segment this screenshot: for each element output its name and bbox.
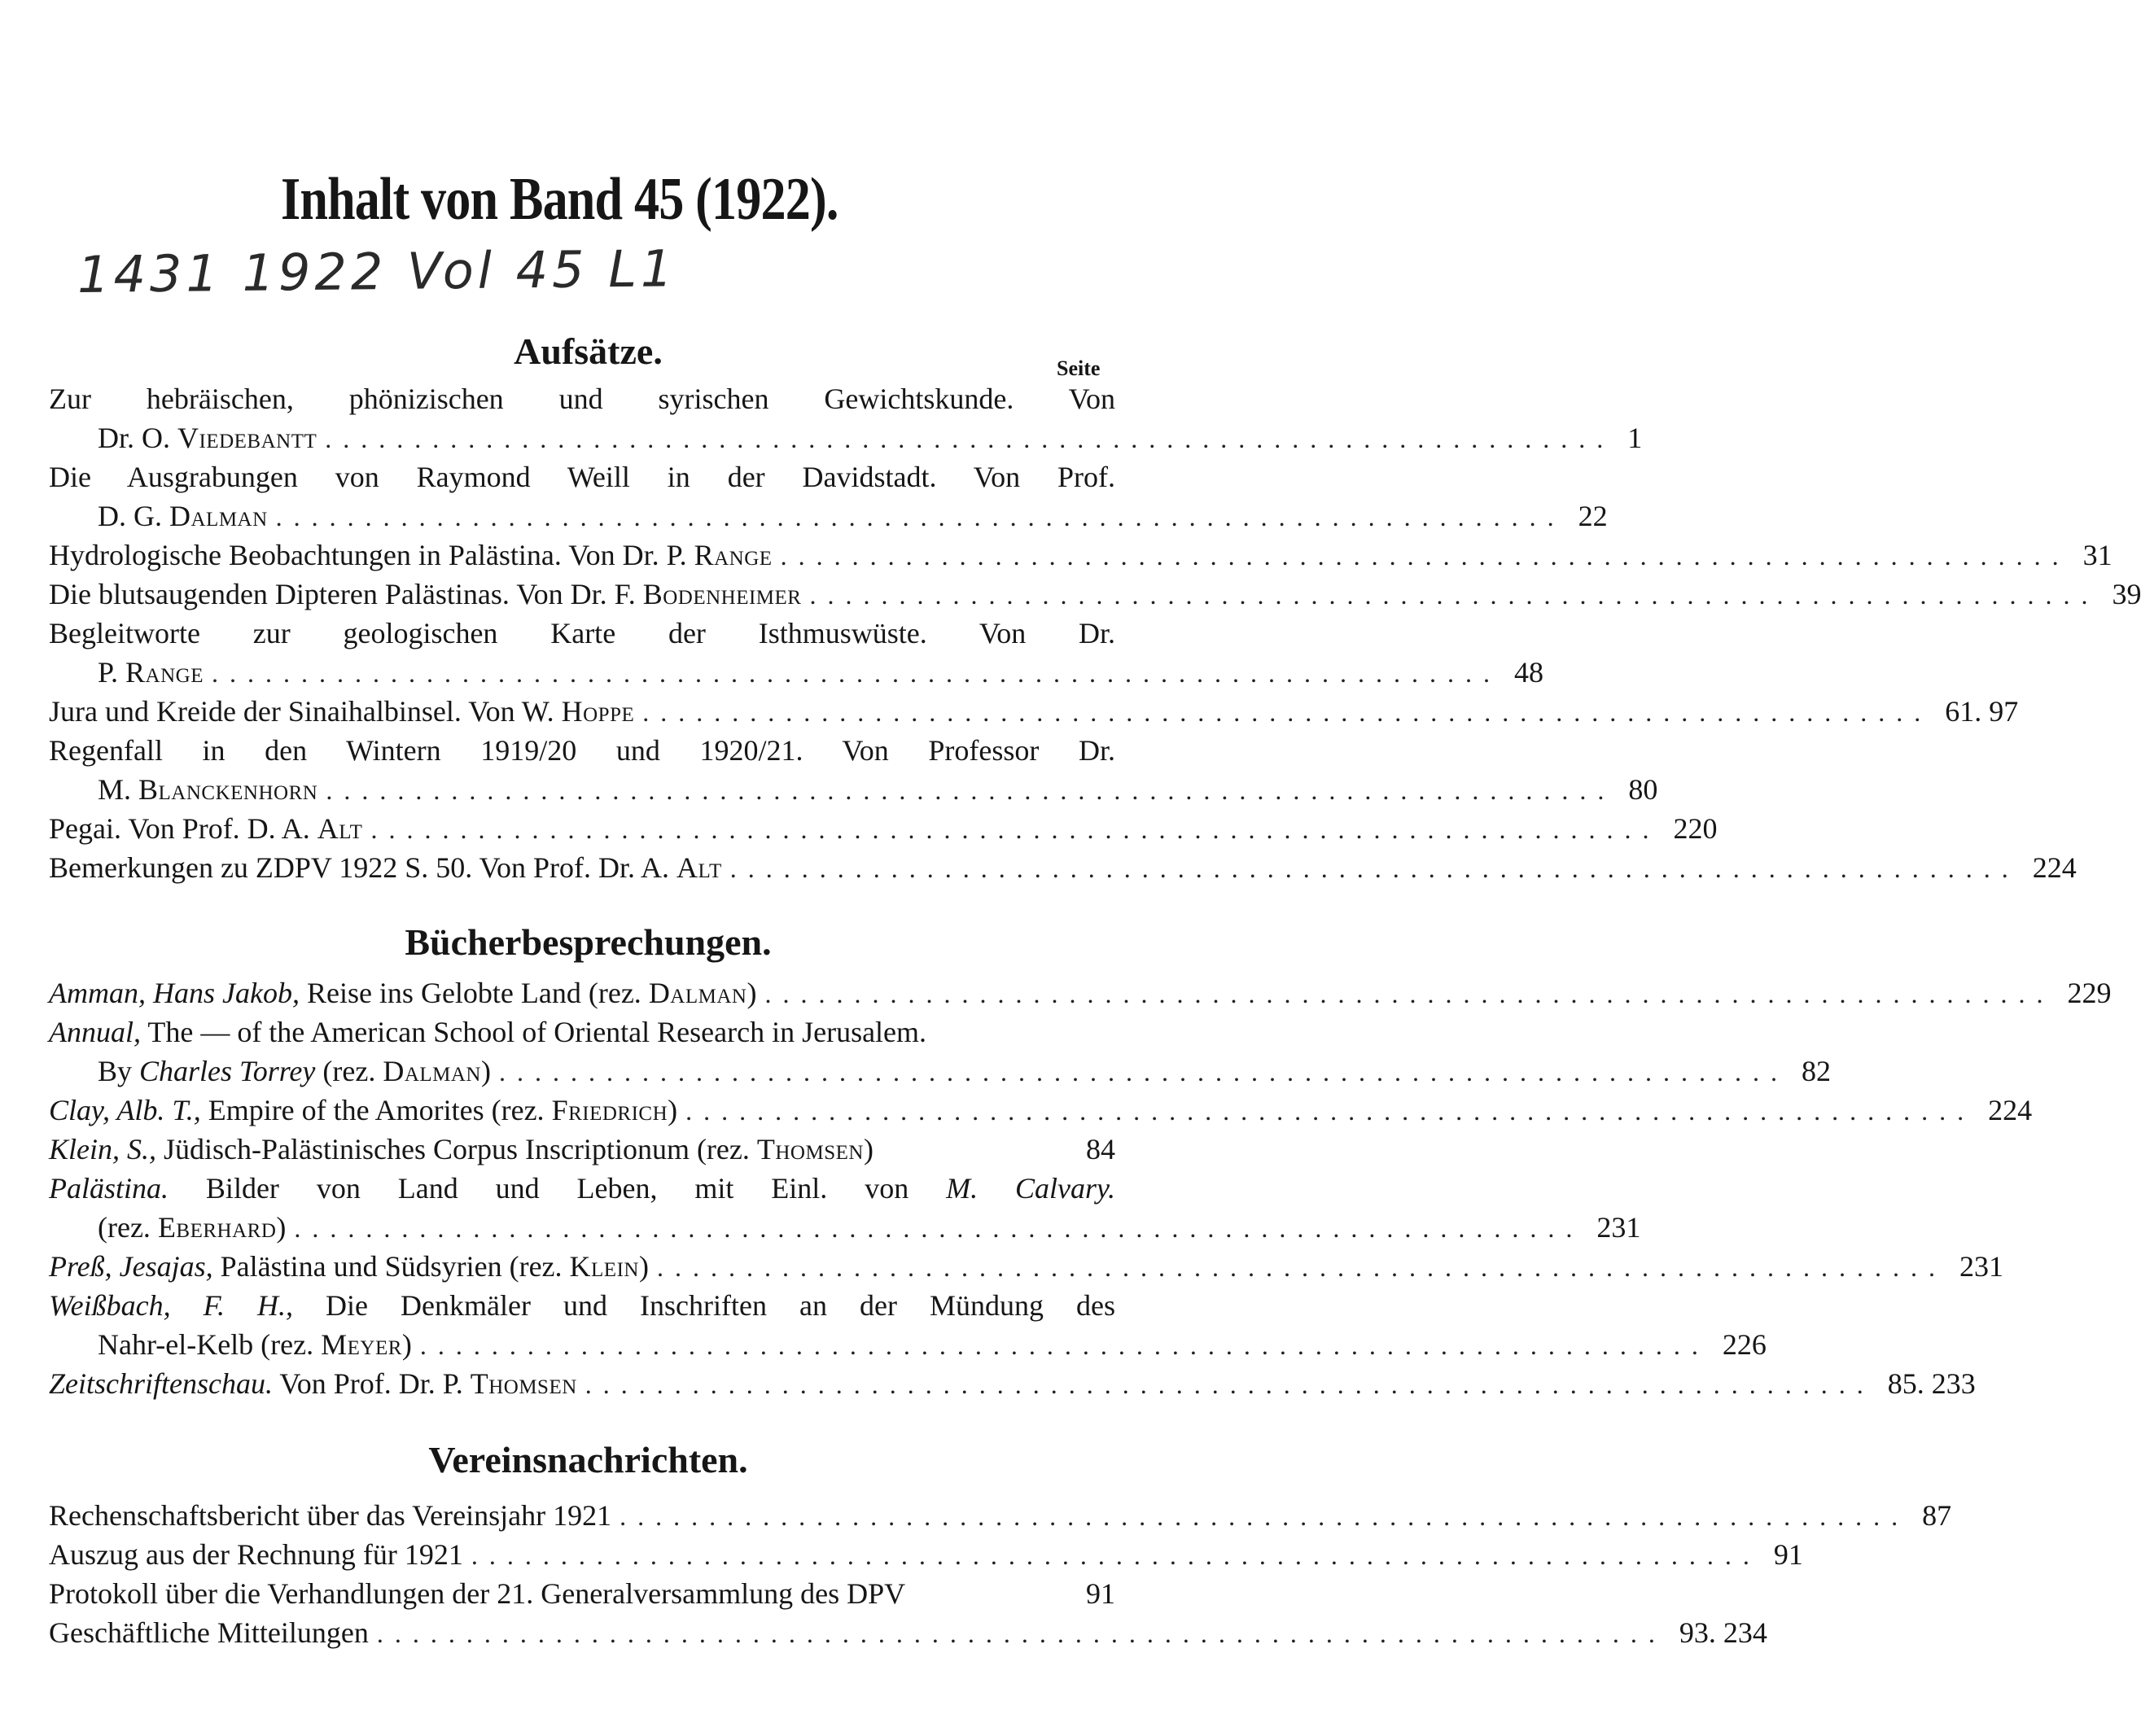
page-number: 231 bbox=[1959, 1250, 2003, 1283]
toc-entry-cont: By Charles Torrey (rez. Dalman) ........................................................................ 82 bbox=[49, 1052, 1115, 1091]
page-number: 39 bbox=[2112, 578, 2141, 610]
page-number: 220 bbox=[1673, 812, 1718, 845]
toc-entry: Auszug aus der Rechnung für 1921 ........................................................................ 91 bbox=[49, 1535, 1115, 1574]
toc-entry: Annual, The — of the American School of Oriental Research in Jerusalem. bbox=[49, 1016, 927, 1048]
toc-buecher bbox=[49, 973, 2112, 1403]
page-number: 91 bbox=[1086, 1577, 1115, 1610]
toc-entry: Rechenschaftsbericht über das Vereinsjahr 1921 ........................................................................ 87 bbox=[49, 1496, 1115, 1535]
dot-leader: ........................................................................ bbox=[370, 815, 1661, 844]
toc-entry: Bemerkungen zu ZDPV 1922 S. 50. Von Prof. Dr. A. Alt ........................................................................ 224 bbox=[49, 848, 1115, 887]
page-number: 226 bbox=[1722, 1328, 1767, 1361]
toc-entry-cont: P. Range ........................................................................ 48 bbox=[49, 653, 1115, 692]
page-number: 61. 97 bbox=[1945, 695, 2019, 728]
dot-leader: ........................................................................ bbox=[685, 1096, 1976, 1126]
toc-entry: Geschäftliche Mitteilungen ........................................................................ 93. 234 bbox=[49, 1613, 1115, 1652]
page-title: Inhalt von Band 45 (1922). bbox=[281, 166, 838, 233]
page-number: 93. 234 bbox=[1679, 1616, 1767, 1649]
dot-leader: ........................................................................ bbox=[729, 854, 2020, 883]
toc-entry: Die Ausgrabungen von Raymond Weill in der Davidstadt. Von Prof. bbox=[49, 461, 1115, 493]
toc-entry: Klein, S., Jüdisch-Palästinisches Corpus Inscriptionum (rez. Thomsen) 84 bbox=[49, 1130, 1115, 1169]
toc-entry-cont: Dr. O. Viedebantt ........................................................................ 1 bbox=[49, 418, 1115, 457]
handwritten-shelfmark: 1431 1922 Vol 45 L1 bbox=[77, 238, 677, 304]
toc-entry-cont: D. G. Dalman ........................................................................ 22 bbox=[49, 496, 1115, 536]
dot-leader: ........................................................................ bbox=[499, 1057, 1789, 1087]
page-number: 1 bbox=[1627, 422, 1643, 454]
toc-entry-cont: M. Blanckenhorn ........................................................................ 80 bbox=[49, 770, 1115, 809]
toc-entry: Palästina. Bilder von Land und Leben, mit Einl. von M. Calvary. bbox=[49, 1172, 1116, 1205]
section-heading-verein: Vereinsnachrichten. bbox=[428, 1439, 748, 1480]
toc-entry: Die blutsaugenden Dipteren Palästinas. Von Dr. F. Bodenheimer ........................................................................ 39 bbox=[49, 575, 1115, 614]
dot-leader: ........................................................................ bbox=[471, 1541, 1761, 1570]
toc-entry: Clay, Alb. T., Empire of the Amorites (rez. Friedrich) ........................................................................ 224 bbox=[49, 1091, 1115, 1130]
dot-leader: ........................................................................ bbox=[211, 658, 1501, 688]
dot-leader: ........................................................................ bbox=[294, 1213, 1584, 1243]
dot-leader: ........................................................................ bbox=[275, 502, 1565, 531]
toc-entry: Regenfall in den Wintern 1919/20 und 1920/21. Von Professor Dr. bbox=[49, 734, 1115, 767]
dot-leader: ........................................................................ bbox=[764, 979, 2055, 1008]
page-number: 229 bbox=[2067, 977, 2112, 1009]
page-number: 48 bbox=[1513, 656, 1543, 689]
toc-entry: Jura und Kreide der Sinaihalbinsel. Von W. Hoppe ........................................................................ 61. 97 bbox=[49, 692, 1115, 731]
section-heading-aufsaetze: Aufsätze. bbox=[514, 330, 663, 372]
section-heading-buecher: Bücherbesprechungen. bbox=[405, 921, 772, 963]
page-column-label: Seite bbox=[1057, 356, 1101, 380]
toc-entry: Hydrologische Beobachtungen in Palästina. Von Dr. P. Range ........................................................................ 31 bbox=[49, 536, 1115, 575]
dot-leader: ........................................................................ bbox=[325, 424, 1615, 453]
dot-leader: ........................................................................ bbox=[620, 1502, 1910, 1531]
dot-leader: ........................................................................ bbox=[656, 1253, 1946, 1282]
toc-entry: Protokoll über die Verhandlungen der 21. Generalversammlung des DPV 91 bbox=[49, 1574, 1115, 1613]
page-number: 84 bbox=[1086, 1133, 1115, 1165]
page-number: 224 bbox=[2032, 851, 2077, 884]
toc-entry: Amman, Hans Jakob, Reise ins Gelobte Land (rez. Dalman) ........................................................................ 229 bbox=[49, 973, 1115, 1012]
dot-leader: ........................................................................ bbox=[419, 1331, 1710, 1360]
toc-entry: Preß, Jesajas, Palästina und Südsyrien (rez. Klein) ........................................................................ 231 bbox=[49, 1247, 1115, 1286]
page-number: 82 bbox=[1802, 1055, 1831, 1087]
toc-entry: Weißbach, F. H., Die Denkmäler und Inschriften an der Mündung des bbox=[49, 1289, 1115, 1322]
page-number: 31 bbox=[2082, 539, 2113, 571]
toc-entry-cont: Nahr-el-Kelb (rez. Meyer) ........................................................................ 226 bbox=[49, 1325, 1115, 1364]
dot-leader: ........................................................................ bbox=[376, 1619, 1666, 1648]
dot-leader: ........................................................................ bbox=[326, 776, 1616, 805]
toc-aufsaetze bbox=[49, 379, 2141, 887]
dot-leader: ........................................................................ bbox=[809, 580, 2099, 610]
dot-leader: ........................................................................ bbox=[585, 1370, 1875, 1399]
toc-entry: Zeitschriftenschau. Von Prof. Dr. P. Thomsen ........................................................................ 85. 233 bbox=[49, 1364, 1115, 1403]
page-number: 85. 233 bbox=[1887, 1367, 1976, 1400]
dot-leader: ........................................................................ bbox=[642, 697, 1933, 727]
toc-entry-cont: (rez. Eberhard) ........................................................................ 231 bbox=[49, 1208, 1115, 1247]
page-number: 224 bbox=[1988, 1094, 2033, 1126]
dot-leader: ........................................................................ bbox=[780, 541, 2070, 571]
page-number: 80 bbox=[1628, 773, 1658, 806]
toc-entry: Zur hebräischen, phönizischen und syrischen Gewichtskunde. Von bbox=[49, 383, 1115, 415]
toc-entry: Begleitworte zur geologischen Karte der Isthmuswüste. Von Dr. bbox=[49, 617, 1115, 649]
toc-entry: Pegai. Von Prof. D. A. Alt ........................................................................ 220 bbox=[49, 809, 1115, 848]
page-number: 231 bbox=[1596, 1211, 1641, 1244]
toc-verein bbox=[49, 1496, 1952, 1652]
page-number: 87 bbox=[1922, 1499, 1952, 1532]
page-number: 22 bbox=[1578, 500, 1608, 532]
page-number: 91 bbox=[1773, 1538, 1803, 1571]
